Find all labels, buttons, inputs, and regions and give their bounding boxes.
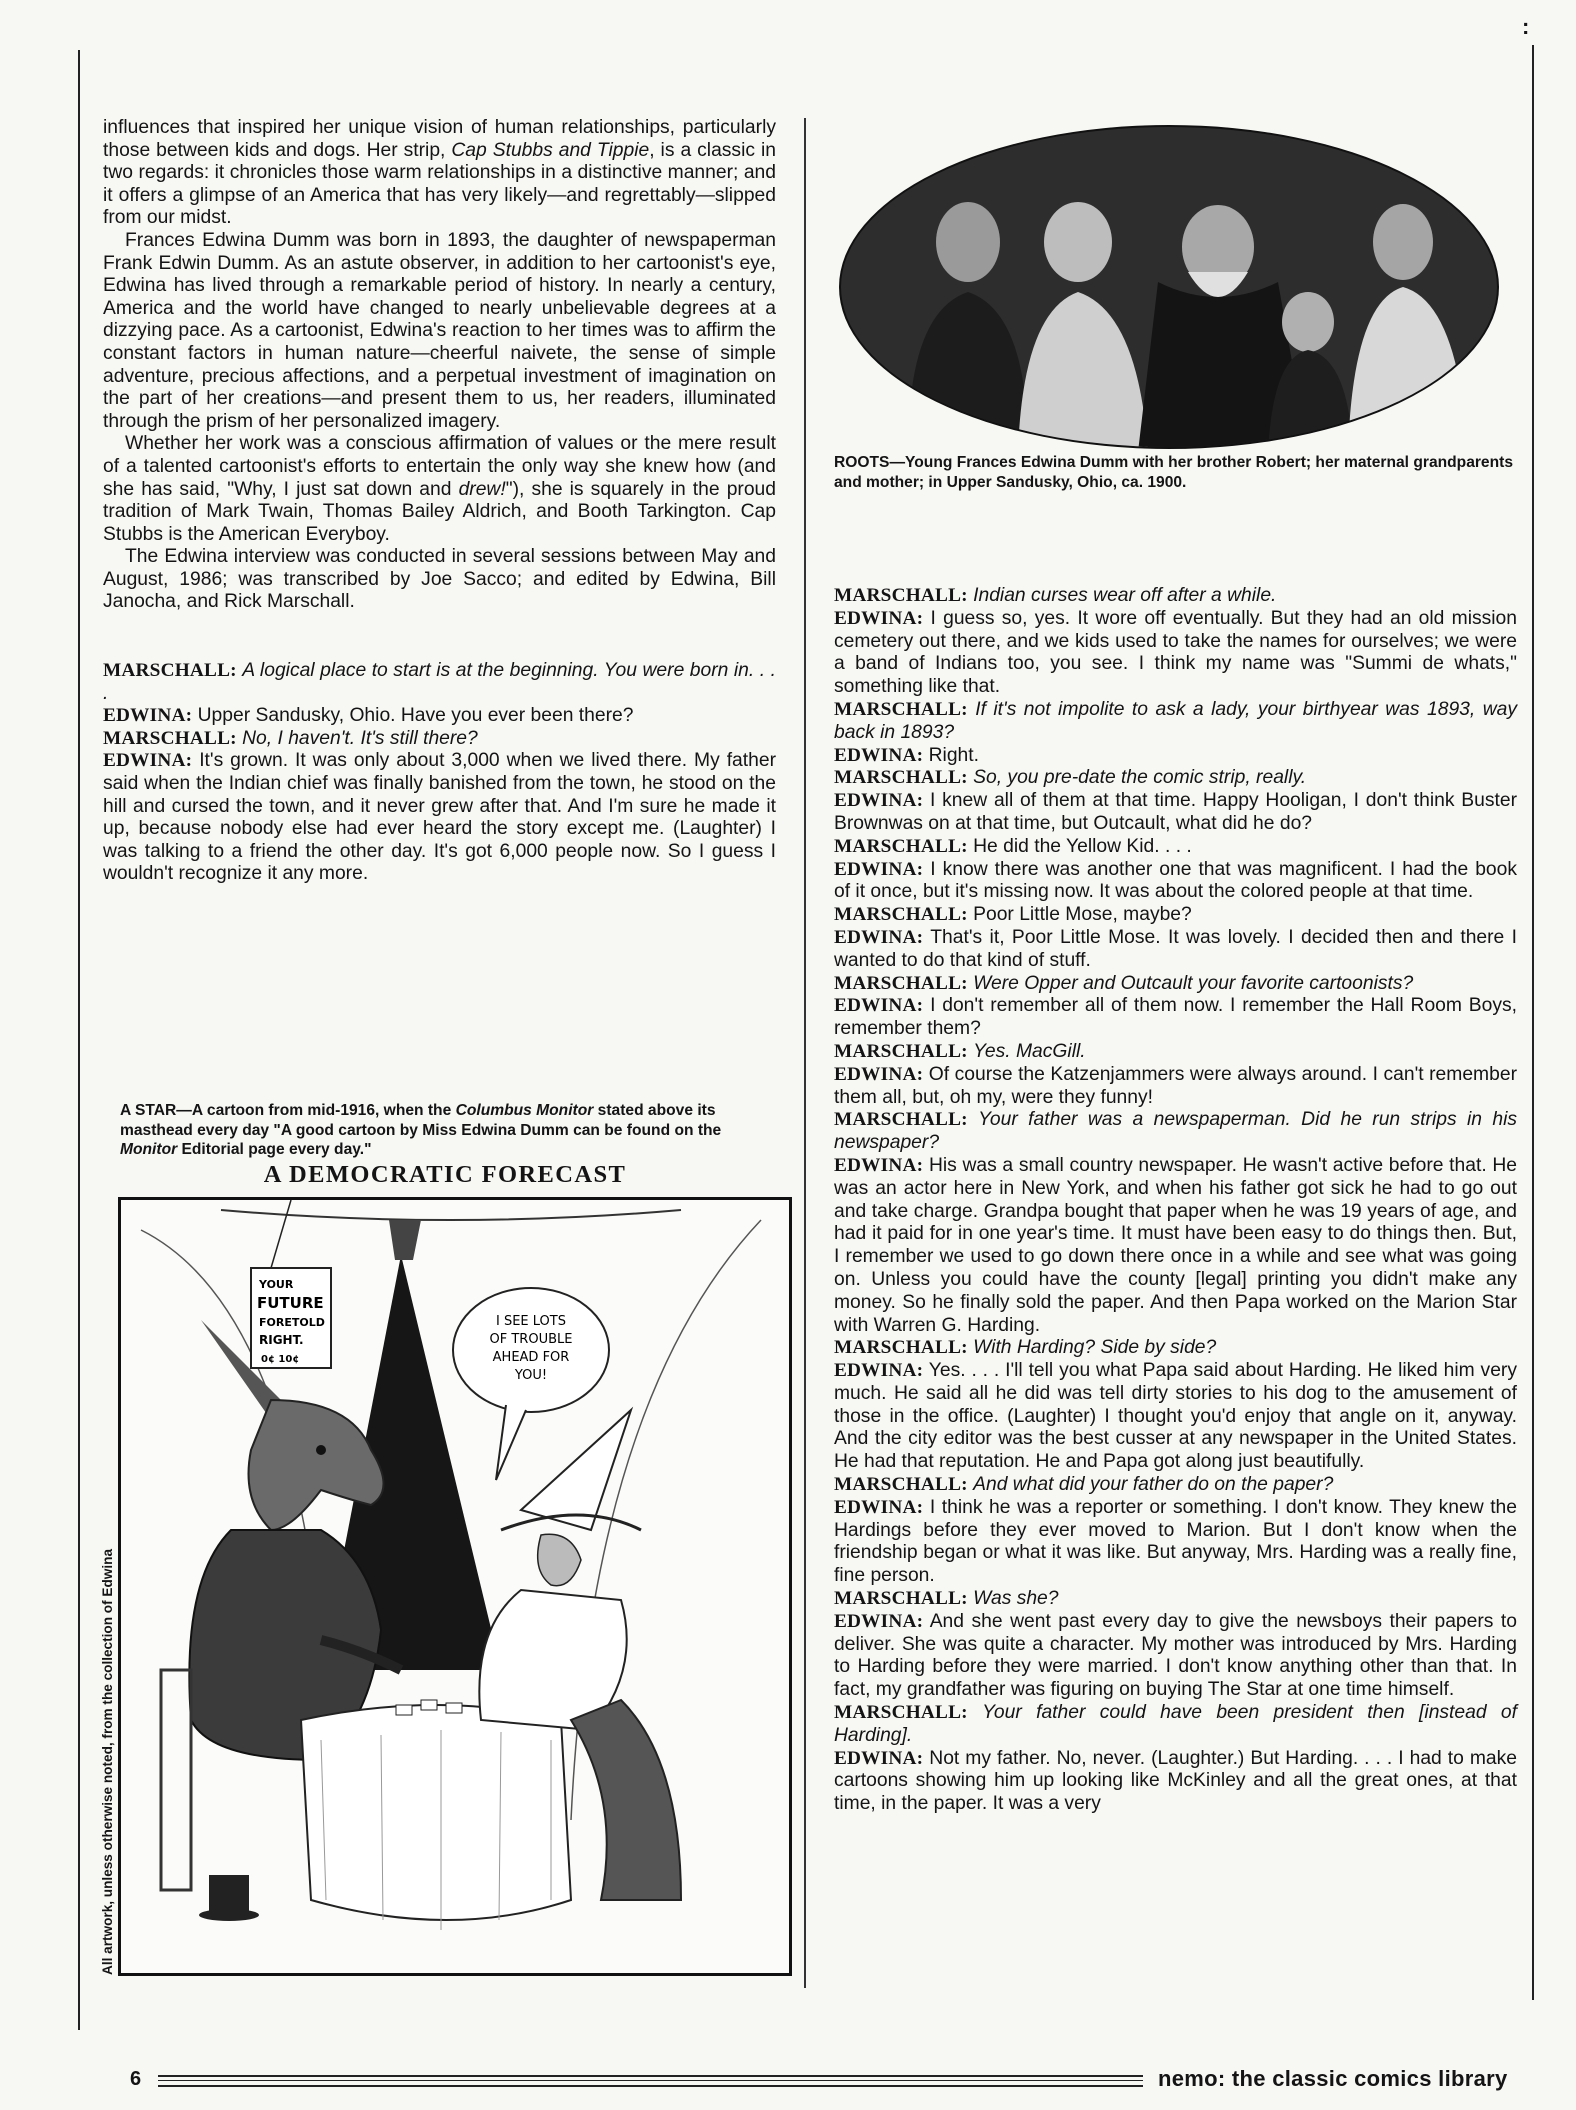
dialogue-line: EDWINA: I don't remember all of them now. I remember the Hall Room Boys, remember them? <box>834 995 1517 1040</box>
artwork-credit: All artwork, unless otherwise noted, from the collection of Edwina <box>100 1549 115 1975</box>
dialogue-line: EDWINA: I guess so, yes. It wore off eventually. But they had an old mission cemetery out there, and we kids used to take the names for ourselves; we were a band of Indians too, you see. I think my name was "Summi de whats," something like that. <box>834 607 1517 698</box>
publication-title: nemo: the classic comics library <box>1158 2066 1508 2091</box>
dialogue-line: MARSCHALL: So, you pre-date the comic strip, really. <box>834 767 1307 789</box>
cartoon-caption: A STAR—A cartoon from mid-1916, when the Columbus Monitor stated above its masthead every day "A good cartoon by Miss Edwina Dumm can be found on the Monitor Editorial page every day." <box>120 1102 722 1158</box>
dialogue-line: EDWINA: Upper Sandusky, Ohio. Have you ever been there? <box>103 705 634 727</box>
svg-text:0¢ 10¢: 0¢ 10¢ <box>261 1354 300 1365</box>
dialogue-line: MARSCHALL: A logical place to start is at the beginning. You were born in. . . . <box>103 660 776 704</box>
cartoon-drawing <box>121 1200 789 1973</box>
dialogue-line: MARSCHALL: Were Opper and Outcault your favorite cartoonists? <box>834 972 1414 994</box>
column-rule <box>804 118 806 1988</box>
svg-text:FUTURE: FUTURE <box>257 1294 324 1312</box>
dialogue-line: MARSCHALL: Yes. MacGill. <box>834 1040 1086 1062</box>
svg-text:YOU!: YOU! <box>514 1368 548 1383</box>
dialogue-line: EDWINA: His was a small country newspaper. He wasn't active before that. He was an actor here in New York, and when his father got sick he had to go out and take charge. Grandpa bought that paper when he was 19 years of age, and had it paid for in one year's time. It must have been easy to do things then. But, I remember we used to go down there once in a while and see what was going on. Unless you could have the county [legal] printing you didn't make any money. So he finally sold the paper. And then Papa worked on the Marion Star with Warren G. Harding. <box>834 1154 1518 1336</box>
dialogue-line: MARSCHALL: Was she? <box>834 1588 1059 1610</box>
dialogue-line: MARSCHALL: With Harding? Side by side? <box>834 1337 1217 1359</box>
dialogue-line: EDWINA: I think he was a reporter or something. I don't know. They knew the Hardings before they ever moved to Marion. But I don't know when the friendship began or what it was like. But anyway, Mrs. Harding was a really fine, fine person. <box>834 1496 1517 1587</box>
svg-text:RIGHT.: RIGHT. <box>259 1333 304 1347</box>
dialogue-line: EDWINA: It's grown. It was only about 3,000 when we lived there. My father said when the Indian chief was finally banished from the town, he stood on the hill and cursed the town, and it never grew after that. And I'm sure he made it up, because nobody else had ever heard the story except me. (Laughter) I was talking to a friend the other day. It's got 6,000 people now. So I guess I wouldn't recognize it any more. <box>103 750 776 885</box>
dialogue-line: MARSCHALL: Indian curses wear off after a while. <box>834 585 1277 606</box>
dialogue-line: EDWINA: Yes. . . . I'll tell you what Papa said about Harding. He liked him very much. He said all he did was tell dirty stories to his dog to the amusement of those in the office. (Laughter) I thought you'd enjoy that angle on it, anyway. And the city editor was the best cusser at any newspaper in the United States. He had that reputation. He and Papa got along just beautifully. <box>834 1360 1517 1473</box>
right-frame-rule <box>1532 45 1534 2000</box>
dialogue-line: MARSCHALL: He did the Yellow Kid. . . . <box>834 835 1192 857</box>
family-photo-image <box>838 122 1500 452</box>
photo-caption: ROOTS—Young Frances Edwina Dumm with her brother Robert; her maternal grandparents and mother; in Upper Sandusky, Ohio, ca. 1900. <box>834 454 1513 491</box>
right-column <box>834 585 1517 1816</box>
footer-rule <box>158 2075 1143 2087</box>
dialogue-line: MARSCHALL: No, I haven't. It's still there? <box>103 727 478 749</box>
intro-paragraph-3: Whether her work was a conscious affirmation of values or the mere result of a talented cartoonist's efforts to entertain the only way she knew how (and she has said, "Why, I just sat down and drew!"), she is squarely in the proud tradition of Mark Twain, Thomas Bailey Aldrich, and Booth Tarkington. Cap Stubbs is the American Everyboy. <box>103 433 777 545</box>
dialogue-line: EDWINA: Not my father. No, never. (Laughter.) But Harding. . . . I had to make cartoons showing him up looking like McKinley and all the great ones, at that time, in the paper. It was a very <box>834 1747 1518 1815</box>
dialogue-line: EDWINA: I knew all of them at that time. Happy Hooligan, I don't think Buster Brownwas on at that time, but Outcault, what did he do? <box>834 790 1517 834</box>
intro-paragraph-1: influences that inspired her unique vision of human relationships, particularly those between kids and dogs. Her strip, Cap Stubbs and Tippie, is a classic in two regards: it chronicles those warm relationships in a distinctive manner; and it offers a glimpse of an America that has very likely—and regrettably—slipped from our midst. <box>103 117 776 229</box>
dialogue-line: MARSCHALL: Poor Little Mose, maybe? <box>834 904 1192 926</box>
svg-text:I SEE LOTS: I SEE LOTS <box>496 1314 566 1329</box>
svg-text:AHEAD FOR: AHEAD FOR <box>492 1350 570 1365</box>
family-photo <box>838 122 1500 452</box>
dialogue-line: EDWINA: Right. <box>834 744 979 766</box>
dialogue-line: MARSCHALL: And what did your father do on the paper? <box>834 1474 1334 1496</box>
cartoon-illustration <box>118 1197 792 1976</box>
svg-text:OF TROUBLE: OF TROUBLE <box>489 1332 573 1347</box>
dialogue-line: EDWINA: That's it, Poor Little Mose. It was lovely. I decided then and there I wanted to do that kind of stuff. <box>834 926 1518 971</box>
fortune-table <box>301 1700 571 1930</box>
left-frame-rule <box>78 50 80 2030</box>
dialogue-line: MARSCHALL: If it's not impolite to ask a lady, your birthyear was 1893, way back in 1893? <box>834 698 1517 743</box>
dialogue-line: EDWINA: And she went past every day to give the newsboys their papers to deliver. She was quite a character. My mother was introduced by Mrs. Harding to Harding before they were married. I don't know anything other than that. In fact, my grandfather was figuring on buying The Star at one time himself. <box>834 1610 1517 1701</box>
left-column <box>103 117 776 886</box>
cartoon-title: A DEMOCRATIC FORECAST <box>263 1161 627 1188</box>
svg-text:FORETOLD: FORETOLD <box>259 1316 325 1329</box>
svg-text:YOUR: YOUR <box>259 1278 294 1291</box>
dialogue-line: MARSCHALL: Your father was a newspaperman. Did he run strips in his newspaper? <box>834 1109 1517 1154</box>
dialogue-line: EDWINA: Of course the Katzenjammers were always around. I can't remember them all, but, oh my, were they funny! <box>834 1063 1517 1108</box>
corner-mark: : <box>1522 14 1530 39</box>
intro-paragraph-4: The Edwina interview was conducted in several sessions between May and August, 1986; was transcribed by Joe Sacco; and edited by Edwina, Bill Janocha, and Rick Marschall. <box>103 546 776 613</box>
dialogue-line: EDWINA: I know there was another one that was magnificent. I had the book of it once, but it's missing now. It was about the colored people at that time. <box>834 858 1518 903</box>
page-number: 6 <box>130 2068 142 2090</box>
intro-paragraph-2: Frances Edwina Dumm was born in 1893, the daughter of newspaperman Frank Edwin Dumm. As an astute observer, in addition to her cartoonist's eye, Edwina has lived through a remarkable period of history. In nearly a century, America and the world have changed to nearly unbelievable degrees at a dizzying pace. As a cartoonist, Edwina's reaction to her times was to affirm the constant factors in human nature—cheerful naivete, the sense of simple adventure, precious affections, and a perpetual investment of imagination on the part of her creations—and present them to us, her readers, illuminated through the prism of her personalized imagery. <box>103 229 776 432</box>
dialogue-line: MARSCHALL: Your father could have been president then [instead of Harding]. <box>834 1702 1517 1746</box>
